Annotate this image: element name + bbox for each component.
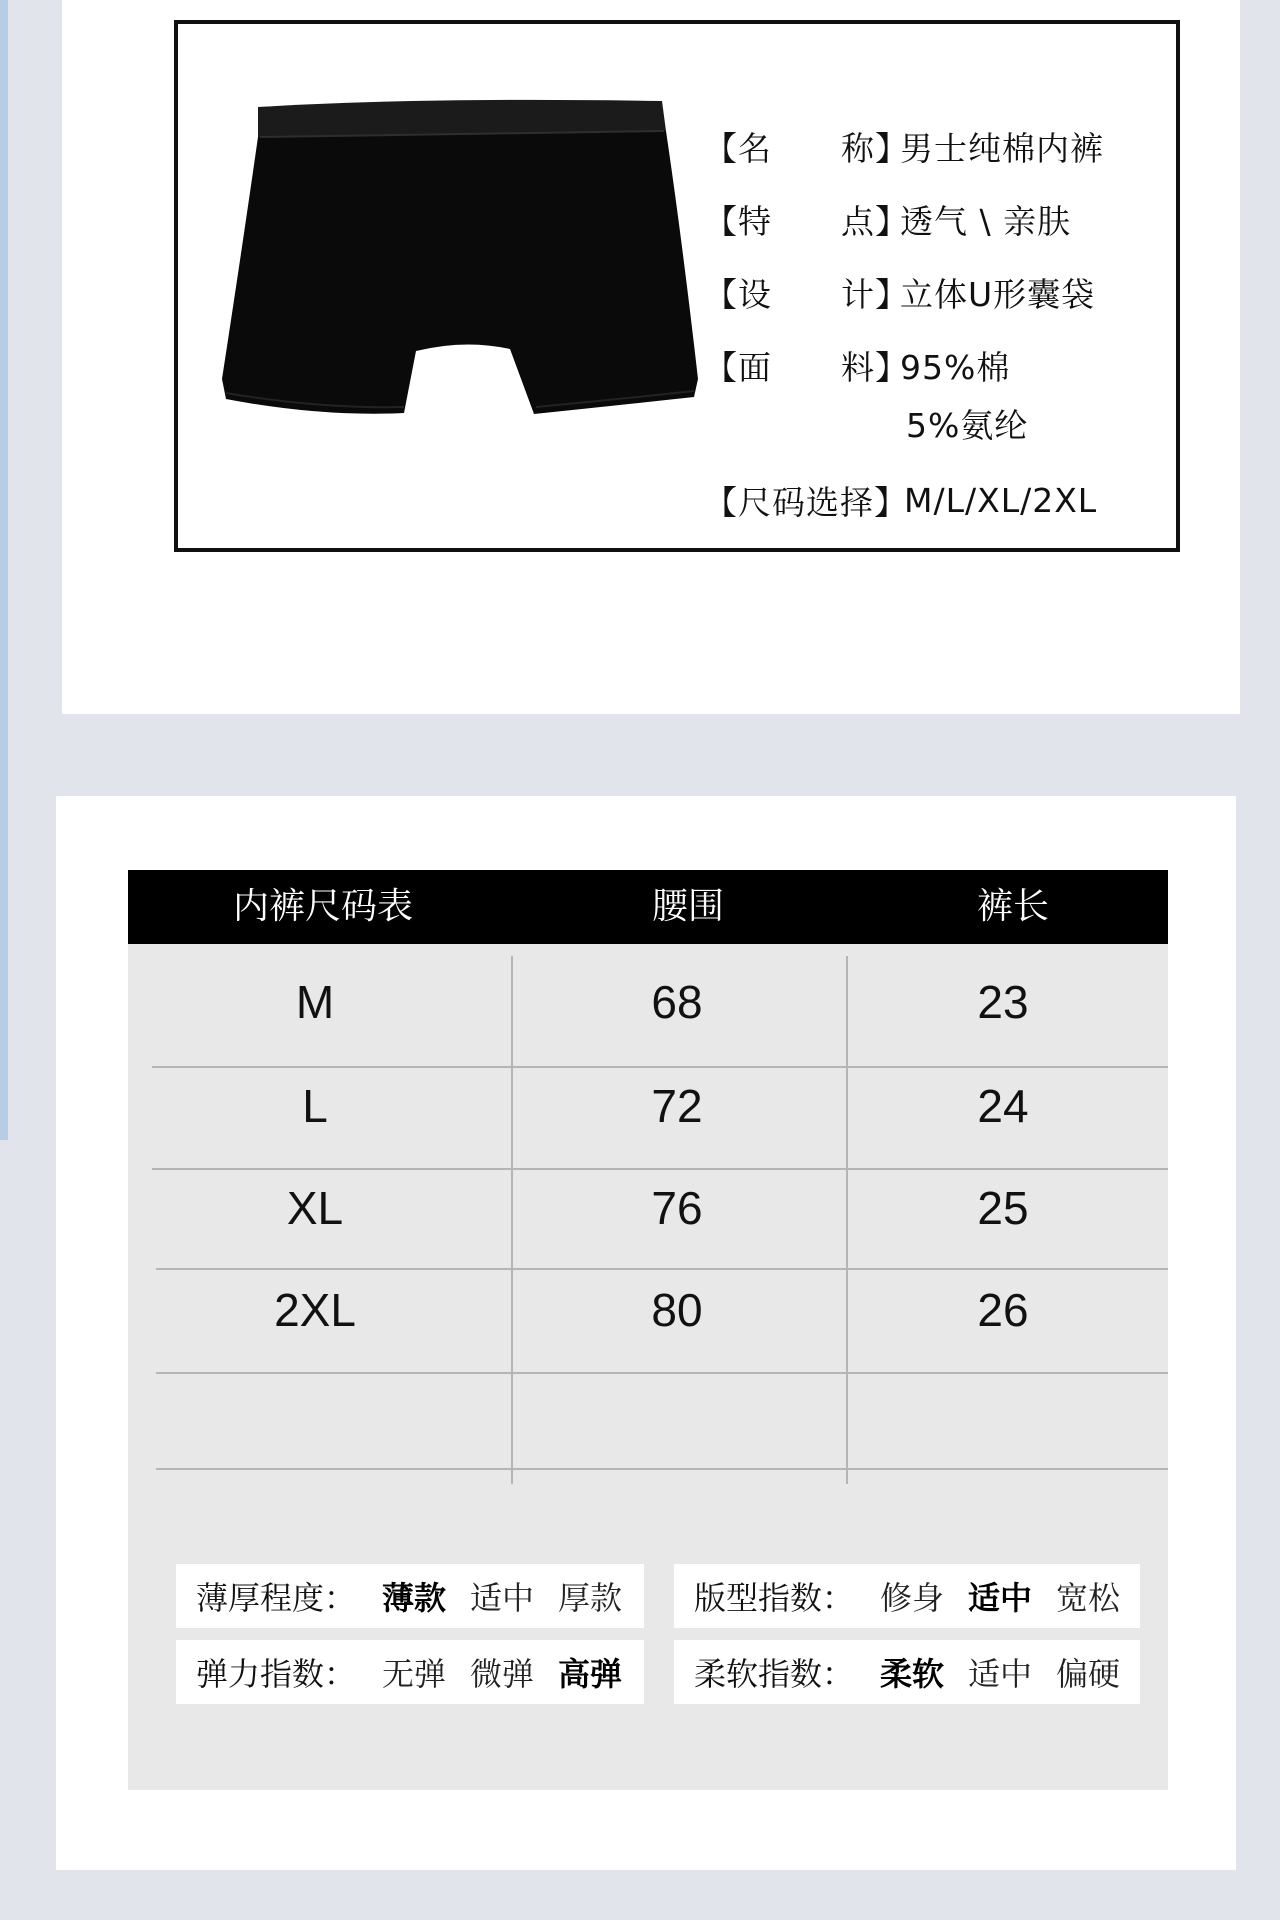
attr-elasticity	[176, 1640, 644, 1704]
table-cell-waist: 80	[651, 1284, 703, 1336]
table-cell-length: 26	[977, 1284, 1029, 1336]
table-cell-length: 23	[977, 976, 1029, 1028]
table-cell-size: L	[302, 1080, 328, 1132]
header-size-chart: 内裤尺码表	[232, 886, 413, 927]
attr-option: 适中	[470, 1579, 535, 1617]
boxer-briefs-image	[220, 79, 700, 449]
attr-label: 薄厚程度：	[196, 1579, 357, 1617]
spec-key: 【名 称】	[704, 129, 909, 168]
table-cell-waist: 68	[651, 976, 703, 1028]
row-divider	[156, 1468, 1168, 1470]
size-chart-card	[128, 870, 1168, 1790]
header-waist: 腰围	[651, 886, 724, 927]
attr-softness	[674, 1640, 1140, 1704]
attr-label: 弹力指数：	[196, 1655, 357, 1693]
table-cell-waist: 72	[651, 1080, 703, 1132]
size-chart-panel	[56, 796, 1236, 1870]
spec-value: 男士纯棉内裤	[900, 129, 1104, 168]
attr-option-selected: 适中	[968, 1579, 1033, 1617]
spec-key: 【设 计】	[704, 275, 909, 314]
left-accent-bar	[0, 0, 8, 1140]
size-table	[128, 944, 1168, 1444]
spec-value: 5%氨纶	[906, 405, 1029, 445]
header-length: 裤长	[976, 886, 1049, 927]
product-spec-panel	[62, 0, 1240, 714]
attr-fit	[674, 1564, 1140, 1628]
row-divider	[152, 1168, 1168, 1170]
attr-option: 适中	[968, 1655, 1033, 1693]
row-divider	[156, 1268, 1168, 1270]
attr-thickness	[176, 1564, 644, 1628]
attr-option: 宽松	[1056, 1579, 1121, 1617]
spec-value: 立体U形囊袋	[900, 275, 1096, 314]
spec-row-name	[704, 110, 1164, 183]
table-cell-size: 2XL	[274, 1284, 356, 1336]
attr-option-selected: 薄款	[382, 1579, 447, 1617]
spec-box	[174, 20, 1180, 552]
table-cell-size: M	[295, 976, 335, 1028]
table-header	[128, 870, 1168, 944]
attr-option: 厚款	[558, 1579, 623, 1617]
spec-key: 【面 料】	[704, 348, 909, 387]
table-cell-length: 24	[977, 1080, 1029, 1132]
spec-list	[704, 110, 1164, 537]
attr-option: 修身	[880, 1579, 945, 1617]
attr-label: 柔软指数：	[694, 1655, 855, 1693]
row-divider	[152, 1066, 1168, 1068]
spec-value: 95%棉	[900, 348, 1011, 387]
table-cell-size: XL	[286, 1182, 344, 1234]
table-cell-length: 25	[977, 1182, 1029, 1234]
attr-option: 微弹	[470, 1655, 535, 1693]
attr-option-selected: 柔软	[880, 1655, 945, 1693]
row-divider	[156, 1372, 1168, 1374]
spec-row-size	[704, 464, 1164, 537]
attr-label: 版型指数：	[694, 1579, 855, 1617]
attr-option: 偏硬	[1056, 1655, 1121, 1693]
spec-value: 透气 \ 亲肤	[900, 202, 1072, 241]
spec-row-design	[704, 256, 1164, 329]
attr-option: 无弹	[382, 1655, 447, 1693]
spec-row-fabric-continued	[704, 392, 1164, 454]
spec-value: M/L/XL/2XL	[904, 481, 1098, 520]
spec-key: 【尺码选择】	[704, 483, 908, 522]
table-cell-waist: 76	[651, 1182, 703, 1234]
spec-row-feature	[704, 183, 1164, 256]
attr-option-selected: 高弹	[558, 1655, 623, 1693]
spec-key: 【特 点】	[704, 202, 909, 241]
